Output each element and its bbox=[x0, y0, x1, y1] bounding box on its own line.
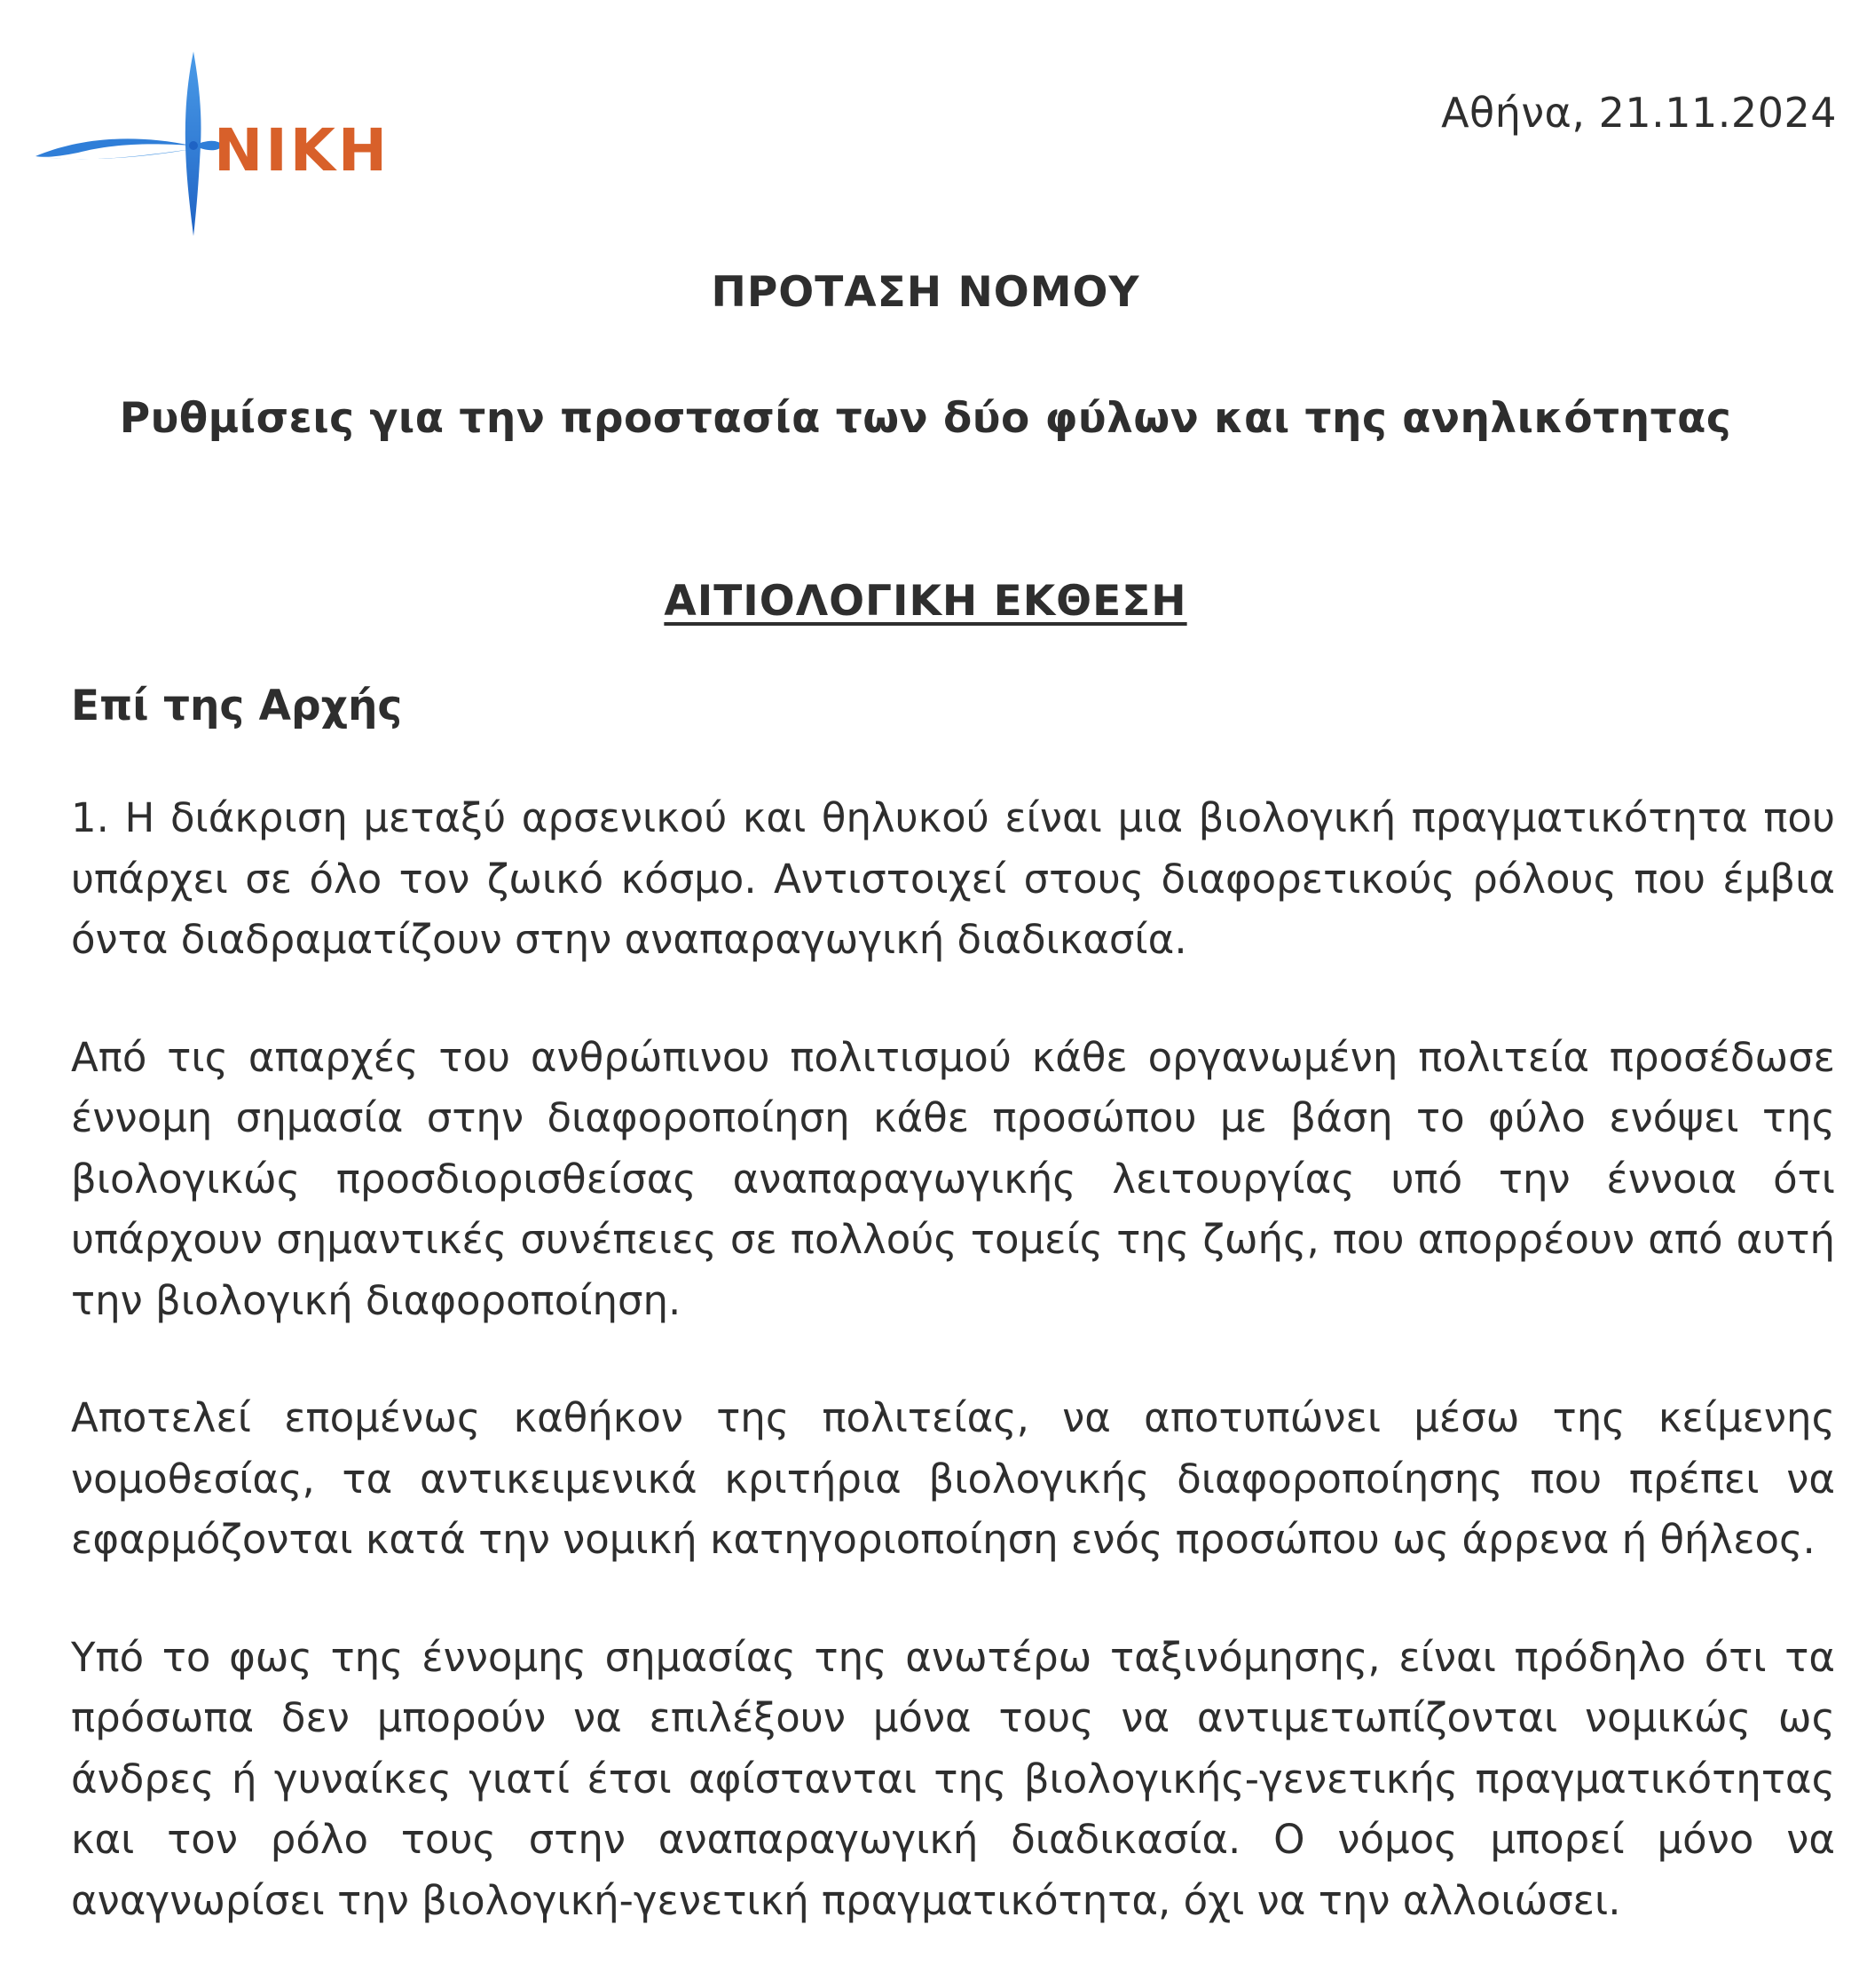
section-heading-text: ΑΙΤΙΟΛΟΓΙΚΗ ΕΚΘΕΣΗ bbox=[664, 577, 1187, 626]
paragraph-2: Από τις απαρχές του ανθρώπινου πολιτισμού κάθε οργανωμένη πολιτεία προσέδωσε έννομη σημασία στην διαφοροποίηση κάθε προσώπου με βάση το φύλο ενόψει της βιολογικώς προσδιορισθείσας αναπαραγωγικής λειτουργίας υπό την έννοια ότι υπάρχουν σημαντικές συνέπειες σε πολλούς τομείς της ζωής, που απορρέουν από αυτή την βιολογική διαφοροποίηση. bbox=[71, 1033, 1835, 1324]
paragraph-4: Υπό το φως της έννομης σημασίας της ανωτέρω ταξινόμησης, είναι πρόδηλο ότι τα πρόσωπα δεν μπορούν να επιλέξουν μόνα τους να αντιμετωπίζονται νομικώς ως άνδρες ή γυναίκες γιατί έτσι αφίστανται της βιολογικής-γενετικής πραγματικότητας και τον ρόλο τους στην αναπαραγωγική διαδικασία. Ο νόμος μπορεί μόνο να αναγνωρίσει την βιολογική-γενετική πραγματικότητα, όχι να την αλλοιώσει. bbox=[71, 1633, 1835, 1924]
section-heading bbox=[0, 577, 1851, 626]
paragraph-1: 1. Η διάκριση μεταξύ αρσενικού και θηλυκού είναι μια βιολογική πραγματικότητα που υπάρχει σε όλο τον ζωικό κόσμο. Αντιστοιχεί στους διαφορετικούς ρόλους που έμβια όντα διαδραματίζουν στην αναπαραγωγική διαδικασία. bbox=[71, 794, 1835, 963]
document-date: Αθήνα, 21.11.2024 bbox=[1441, 89, 1837, 137]
paragraph-3: Αποτελεί επομένως καθήκον της πολιτείας, να αποτυπώνει μέσω της κείμενης νομοθεσίας, τα αντικειμενικά κριτήρια βιολογικής διαφοροποίησης που πρέπει να εφαρμόζονται κατά την νομική κατηγοριοποίηση ενός προσώπου ως άρρενα ή θήλεος. bbox=[71, 1394, 1835, 1563]
party-logo bbox=[34, 46, 424, 241]
logo-wordmark: ΝΙΚΗ bbox=[214, 116, 390, 185]
document-body bbox=[71, 788, 1835, 1988]
document-title: Ρυθμίσεις για την προστασία των δύο φύλων και της ανηλικότητας bbox=[119, 394, 1732, 443]
subheading: Επί της Αρχής bbox=[71, 682, 403, 730]
document-type: ΠΡΟΤΑΣΗ ΝΟΜΟΥ bbox=[711, 268, 1140, 317]
